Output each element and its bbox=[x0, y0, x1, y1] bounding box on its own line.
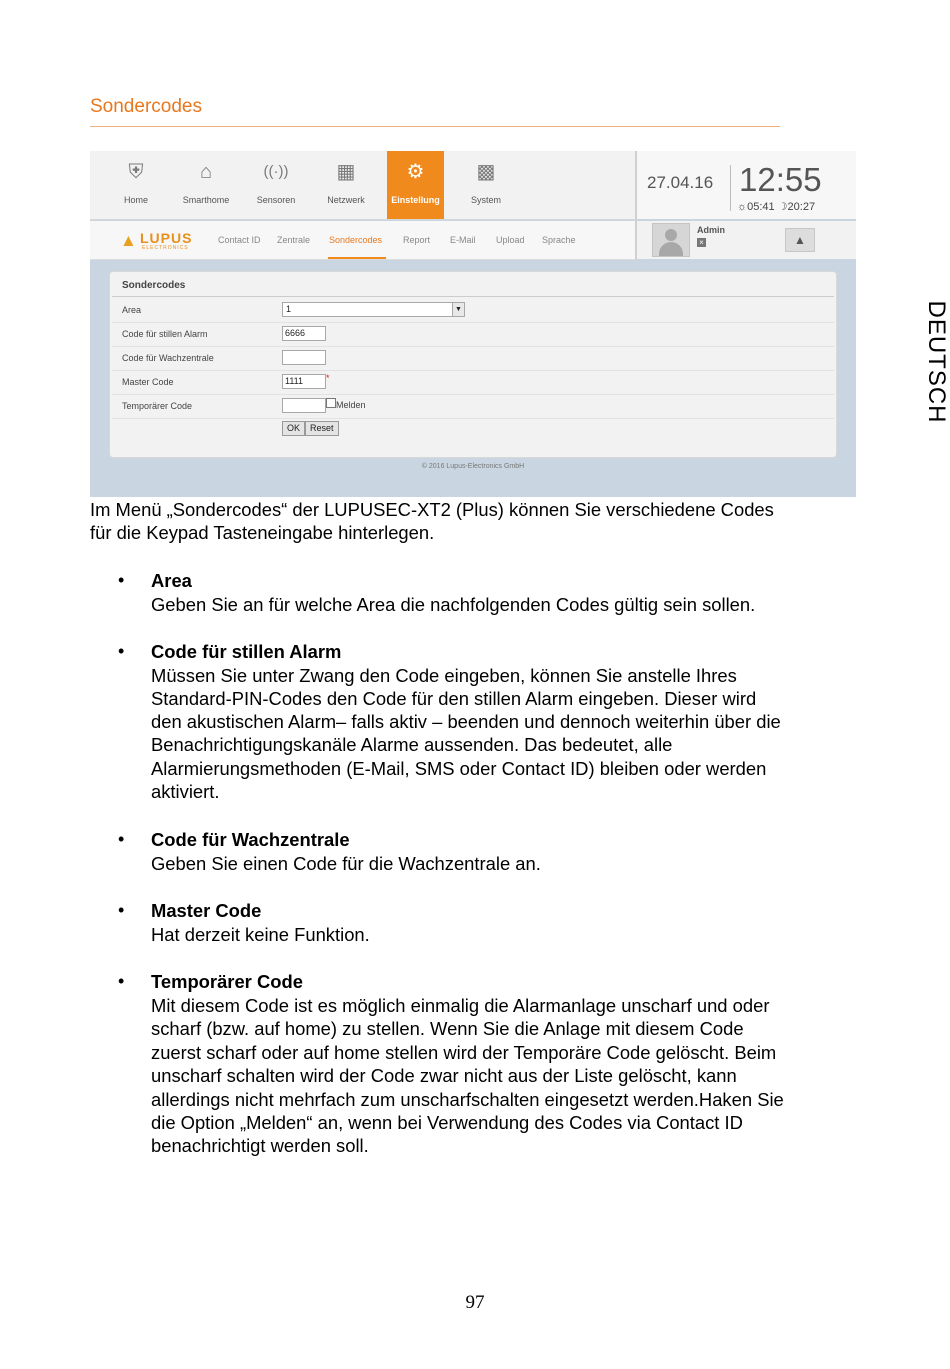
subnav-email[interactable]: E-Mail bbox=[450, 235, 476, 245]
temp-code-input[interactable] bbox=[282, 398, 326, 413]
collapse-button[interactable]: ▲ bbox=[785, 228, 815, 252]
gear-icon: ⚙ bbox=[406, 161, 425, 183]
sunset-time: ☽20:27 bbox=[777, 201, 816, 213]
item-text: Alarmierungsmethoden (E-Mail, SMS oder Contact ID) bleiben oder werden bbox=[151, 758, 767, 779]
form-title-divider bbox=[112, 296, 834, 297]
nav-label: Netzwerk bbox=[327, 195, 365, 205]
item-text: die Option „Melden“ an, wenn bei Verwendung des Codes via Contact ID bbox=[151, 1112, 743, 1133]
intro-line: für die Keypad Tasteneingabe hinterlegen. bbox=[90, 522, 435, 543]
active-tab-underline bbox=[328, 257, 386, 259]
nav-sensoren[interactable] bbox=[246, 151, 306, 219]
network-icon: ▦ bbox=[336, 161, 356, 183]
silent-alarm-input[interactable]: 6666 bbox=[282, 326, 326, 341]
item-text: Geben Sie an für welche Area die nachfolgenden Codes gültig sein sollen. bbox=[151, 594, 756, 615]
item-title-silent-alarm: Code für stillen Alarm bbox=[151, 641, 342, 662]
form-row-wachzentrale bbox=[112, 347, 834, 371]
logout-icon[interactable]: × bbox=[697, 238, 706, 247]
signal-icon: ((·)) bbox=[263, 163, 289, 180]
subnav-report[interactable]: Report bbox=[403, 235, 431, 245]
item-title-master-code: Master Code bbox=[151, 900, 262, 921]
form-row-master-code bbox=[112, 371, 834, 395]
form-row-silent-alarm bbox=[112, 323, 834, 347]
subnav-sondercodes[interactable]: Sondercodes bbox=[329, 235, 383, 245]
bullet-icon: • bbox=[118, 971, 125, 991]
nav-einstellung[interactable] bbox=[387, 151, 444, 219]
copyright-footer: © 2016 Lupus-Electronics GmbH bbox=[421, 463, 525, 470]
item-text: zuerst scharf oder auf home stellen wird der Temporäre Code gelöscht. Beim bbox=[151, 1042, 777, 1063]
settings-screenshot bbox=[90, 151, 856, 497]
avatar-body bbox=[659, 242, 683, 256]
sondercodes-form bbox=[109, 271, 837, 458]
clock-divider bbox=[730, 165, 731, 211]
title-divider bbox=[90, 126, 780, 127]
ok-button[interactable]: OK bbox=[282, 421, 305, 436]
nav-system[interactable] bbox=[456, 151, 516, 219]
user-box bbox=[635, 221, 856, 259]
logo-brand: LUPUS bbox=[140, 230, 193, 246]
area-label: Area bbox=[122, 305, 142, 315]
bullet-icon: • bbox=[118, 641, 125, 661]
nav-label: Einstellung bbox=[391, 195, 440, 205]
subnav-zentrale[interactable]: Zentrale bbox=[277, 235, 311, 245]
item-text: benachrichtigt werden soll. bbox=[151, 1135, 369, 1156]
nav-label: Smarthome bbox=[182, 195, 230, 205]
avatar bbox=[652, 223, 690, 257]
avatar-head bbox=[665, 229, 677, 241]
sub-nav bbox=[90, 221, 635, 260]
intro-line: Im Menü „Sondercodes“ der LUPUSEC-XT2 (Plus) können Sie verschiedene Codes bbox=[90, 499, 774, 520]
nav-netzwerk[interactable] bbox=[316, 151, 376, 219]
subnav-sprache[interactable]: Sprache bbox=[542, 235, 576, 245]
item-text: scharf (bzw. auf home) zu stellen. Wenn Sie die Anlage mit diesem Code bbox=[151, 1018, 744, 1039]
logo-subtitle: ELECTRONICS bbox=[142, 245, 189, 251]
lupus-logo bbox=[120, 231, 202, 253]
nav-label: System bbox=[470, 195, 501, 205]
item-text: Hat derzeit keine Funktion. bbox=[151, 924, 370, 945]
melden-label: Melden bbox=[336, 400, 366, 410]
item-text: Mit diesem Code ist es möglich einmalig die Alarmanlage unscharf und oder bbox=[151, 995, 770, 1016]
master-code-label: Master Code bbox=[122, 377, 174, 387]
sunrise-time: ☼05:41 bbox=[737, 201, 775, 213]
item-title-area: Area bbox=[151, 570, 192, 591]
melden-checkbox[interactable] bbox=[326, 398, 336, 408]
fox-logo-icon: ▲ bbox=[120, 231, 137, 250]
page-number: 97 bbox=[465, 1292, 485, 1313]
item-title-wachzentrale: Code für Wachzentrale bbox=[151, 829, 350, 850]
item-text: Müssen Sie unter Zwang den Code eingeben, können Sie anstelle Ihres bbox=[151, 665, 737, 686]
house-icon: ⌂ bbox=[199, 161, 213, 183]
item-text: Benachrichtigungskanäle Alarme aussenden. Das bedeutet, alle bbox=[151, 734, 673, 755]
wachzentrale-label: Code für Wachzentrale bbox=[122, 353, 214, 363]
bullet-icon: • bbox=[118, 900, 125, 920]
user-name: Admin bbox=[697, 225, 725, 235]
sun-times bbox=[737, 200, 815, 213]
chevron-down-icon: ▼ bbox=[452, 303, 464, 316]
nav-smarthome[interactable] bbox=[176, 151, 236, 219]
area-select[interactable] bbox=[282, 302, 465, 317]
item-title-temp-code: Temporärer Code bbox=[151, 971, 303, 992]
nav-home[interactable] bbox=[106, 151, 166, 219]
required-marker: * bbox=[326, 373, 330, 383]
bullet-icon: • bbox=[118, 570, 125, 590]
item-text: allerdings nicht mehrfach zum unscharfschalten eingesetzt werden.Haken Sie bbox=[151, 1089, 784, 1110]
item-text: Geben Sie einen Code für die Wachzentrale an. bbox=[151, 853, 541, 874]
form-title: Sondercodes bbox=[122, 280, 186, 291]
form-row-temp-code bbox=[112, 395, 834, 419]
main-nav bbox=[90, 151, 635, 220]
time-display: 12:55 bbox=[739, 161, 822, 198]
temp-code-label: Temporärer Code bbox=[122, 401, 193, 411]
subnav-upload[interactable]: Upload bbox=[496, 235, 525, 245]
item-text: unscharf schalten wird der Code zwar nicht aus der Liste gelöscht, kann bbox=[151, 1065, 737, 1086]
bullet-icon: • bbox=[118, 829, 125, 849]
shield-icon: ⛨ bbox=[128, 161, 144, 183]
language-side-label: DEUTSCH bbox=[923, 300, 950, 424]
master-code-input[interactable]: 1111 bbox=[282, 374, 326, 389]
nav-label: Home bbox=[123, 195, 148, 205]
bars-icon: ▩ bbox=[476, 161, 496, 183]
nav-label: Sensoren bbox=[256, 195, 296, 205]
item-text: Standard-PIN-Codes den Code für den stillen Alarm eingeben. Dieser wird bbox=[151, 688, 757, 709]
item-text: den akustischen Alarm– falls aktiv – beenden und dennoch weiterhin über die bbox=[151, 711, 781, 732]
clock-panel bbox=[635, 151, 856, 219]
form-row-area bbox=[112, 299, 834, 323]
section-title: Sondercodes bbox=[90, 96, 202, 117]
wachzentrale-input[interactable] bbox=[282, 350, 326, 365]
date-display: 27.04.16 bbox=[647, 173, 714, 192]
item-text: aktiviert. bbox=[151, 781, 220, 802]
subnav-contact-id[interactable]: Contact ID bbox=[218, 235, 261, 245]
silent-alarm-label: Code für stillen Alarm bbox=[122, 329, 208, 339]
reset-button[interactable]: Reset bbox=[305, 421, 339, 436]
area-select-value: 1 bbox=[286, 304, 292, 314]
